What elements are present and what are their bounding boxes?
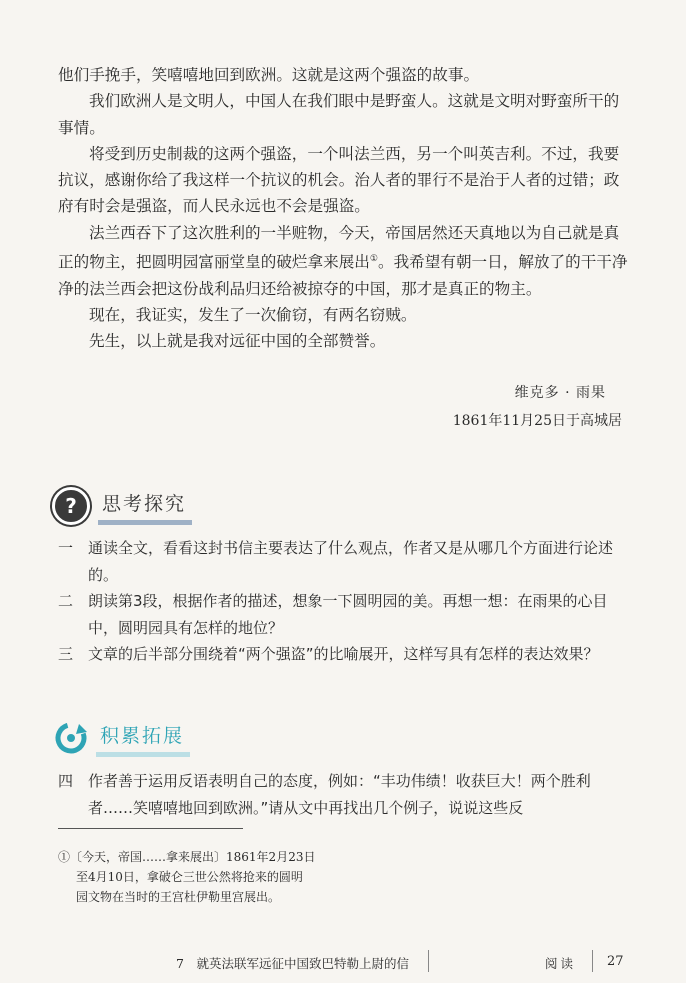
paragraph: 将受到历史制裁的这两个强盗，一个叫法兰西，另一个叫英吉利。不过，我要抗议，感谢你给了我这样一个抗议的机会。治人者的罪行不是治于人者的过错；政府有时会是强盗，而人民永远也不会是强盗。 [58, 144, 620, 216]
section-label: 阅读 [545, 956, 577, 971]
paragraph: 先生，以上就是我对远征中国的全部赞誉。 [89, 332, 386, 351]
section-title: 积累拓展 [96, 719, 190, 757]
question-text: 作者善于运用反语表明自己的态度，例如：“丰功伟绩！收获巨大！两个胜利者……笑嘻嘻地回到欧洲。”请从文中再找出几个例子，说说这些反 [88, 772, 591, 817]
section-header-think [52, 486, 192, 526]
question-number: 四 [58, 772, 74, 790]
footnote-line: 园文物在当时的王宫杜伊勒里宫展出。 [76, 890, 281, 904]
footnote-line [58, 847, 358, 867]
paragraph-text: 法兰西吞下了这次胜利的一半赃物，今天，帝国居然还天真地以为自己就是真正的物主，把圆明园富丽堂皇的破烂拿来展出 [58, 223, 620, 272]
paragraph-text: 。我希望有朝一日，解放了的干干净净的法兰西会把这份战利品归还给被掠夺的中国，那才是真正的物主。 [58, 253, 628, 298]
footnote-text: 〔今天，帝国……拿来展出〕1861年2月23日 [70, 850, 316, 864]
footnote-line: 至4月10日，拿破仑三世公然将抢来的圆明 [76, 870, 303, 884]
signature-date: 1861年11月25日于高城居 [452, 413, 622, 429]
footnote-mark: ① [58, 850, 71, 864]
question-number: 一 [58, 539, 74, 557]
question-item [58, 641, 630, 668]
question-icon: ? [52, 487, 90, 525]
question-item [58, 768, 630, 821]
footnote [58, 847, 358, 907]
question-number: 三 [58, 645, 74, 663]
signature: 维克多 · 雨果 [514, 385, 606, 401]
question-item [58, 588, 630, 641]
chapter-title: 7 就英法联军远征中国致巴特勒上尉的信 [176, 956, 409, 971]
footnote-mark[interactable]: ① [369, 254, 378, 265]
paragraph: 现在，我证实，发生了一次偷窃，有两名窃贼。 [89, 305, 417, 324]
question-text: 文章的后半部分围绕着“两个强盗”的比喻展开，这样写具有怎样的表达效果？ [88, 645, 599, 663]
footer-divider [428, 950, 429, 972]
question-item [58, 535, 630, 588]
paragraph: 他们手挽手，笑嘻嘻地回到欧洲。这就是这两个强盗的故事。 [58, 66, 480, 84]
paragraph: 我们欧洲人是文明人，中国人在我们眼中是野蛮人。这就是文明对野蛮所干的事情。 [58, 92, 620, 137]
footer-divider [592, 950, 593, 972]
question-text: 通读全文，看看这封书信主要表达了什么观点，作者又是从哪几个方面进行论述的。 [88, 539, 614, 584]
section-header-expand [52, 718, 190, 758]
footnote-divider [58, 828, 243, 829]
section-title: 思考探究 [98, 487, 192, 525]
question-list [58, 535, 630, 668]
refresh-arrow-icon [52, 719, 90, 757]
page-number: 27 [607, 954, 624, 969]
question-text: 朗读第3段，根据作者的描述，想象一下圆明园的美。再想一想：在雨果的心目中，圆明园具有怎样的地位？ [88, 592, 608, 637]
question-number: 二 [58, 592, 74, 610]
paragraph [58, 220, 630, 302]
letter-body [58, 62, 630, 354]
